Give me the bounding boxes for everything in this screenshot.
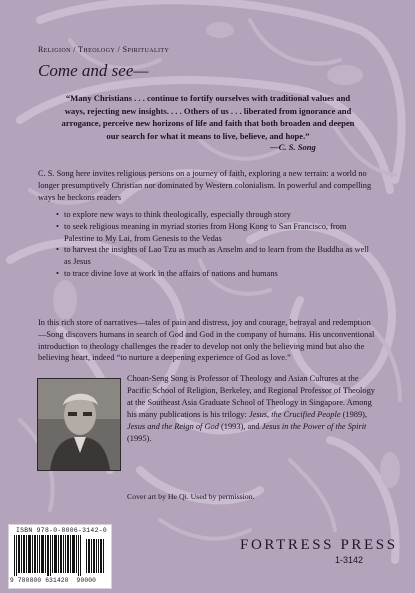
bio-book-title: Jesus, the Crucified People (248, 409, 341, 419)
bio-lead: Choan-Seng Song is Professor of Theology and Asian Cultures at the Pacific School of Religion, Berkeley, and Regional Professor of Theology at the Southeast Asia Graduate School of Theology in Singapore. Among his many publications is his trilogy: (127, 374, 375, 419)
isbn: ISBN 978-0-8006-3142-0 (16, 527, 107, 534)
bio-book-title: Jesus in the Power of the Spirit (261, 421, 367, 431)
author-bio (127, 373, 382, 444)
bio-book-title: Jesus and the Reign of God (127, 421, 219, 431)
bio-year: (1989), (340, 409, 368, 419)
barcode-digits (10, 577, 96, 584)
bullet-item: • to seek religious meaning in myriad stories from Hong Kong to San Francisco, from Palestine to My Lai, from Genesis to the Vedas (56, 221, 376, 245)
quote-attribution: —C. S. Song (270, 142, 316, 152)
bullet-item: • to harvest the insights of Lao Tzu as much as Anselm and to learn from the Buddha as well as Jesus (56, 244, 376, 268)
bullet-item: • to explore new ways to think theologically, especially through story (56, 209, 376, 221)
bio-year: (1995). (127, 433, 152, 443)
bullet-list (56, 209, 376, 280)
bio-year: (1993), and (218, 421, 262, 431)
intro-paragraph: C. S. Song here invites religious persons on a journey of faith, exploring a new terrain: a world no longer presumptively Christian nor dominated by Western colonialism. In powerful and compelling ways he beckons readers (38, 169, 372, 202)
publisher-name: FORTRESS PRESS (240, 537, 398, 553)
barcode-addon: 90000 (76, 577, 97, 584)
barcode-number: 9 780800 631420 (10, 577, 69, 584)
product-code: 1-3142 (335, 555, 364, 565)
cover-credit: Cover art by He Qi. Used by permission. (127, 492, 255, 501)
headline: Come and see— (38, 61, 149, 80)
author-photo (37, 378, 121, 471)
summary-paragraph: In this rich store of narratives—tales of pain and distress, joy and courage, betrayal and redemption—Song discovers humans in search of God and God in the company of humans. His unconventional introduction to theology challenges the reader to develop not only the believing mind but also the believing heart, indeed “to nurture a deepening experience of God as love.” (38, 318, 375, 363)
barcode-bars (14, 535, 106, 576)
pull-quote: “Many Christians . . . continue to fortify ourselves with traditional values and ways, rejecting new insights. . . . Others of us . . . liberated from ignorance and arrogance, perceive new horizons of life and faith that both broaden and deepen our search for what it means to live, believe, and hope.” (61, 93, 355, 141)
bullet-item: • to trace divine love at work in the affairs of nations and humans (56, 268, 376, 280)
category-line: Religion / Theology / Spirituality (38, 45, 170, 54)
